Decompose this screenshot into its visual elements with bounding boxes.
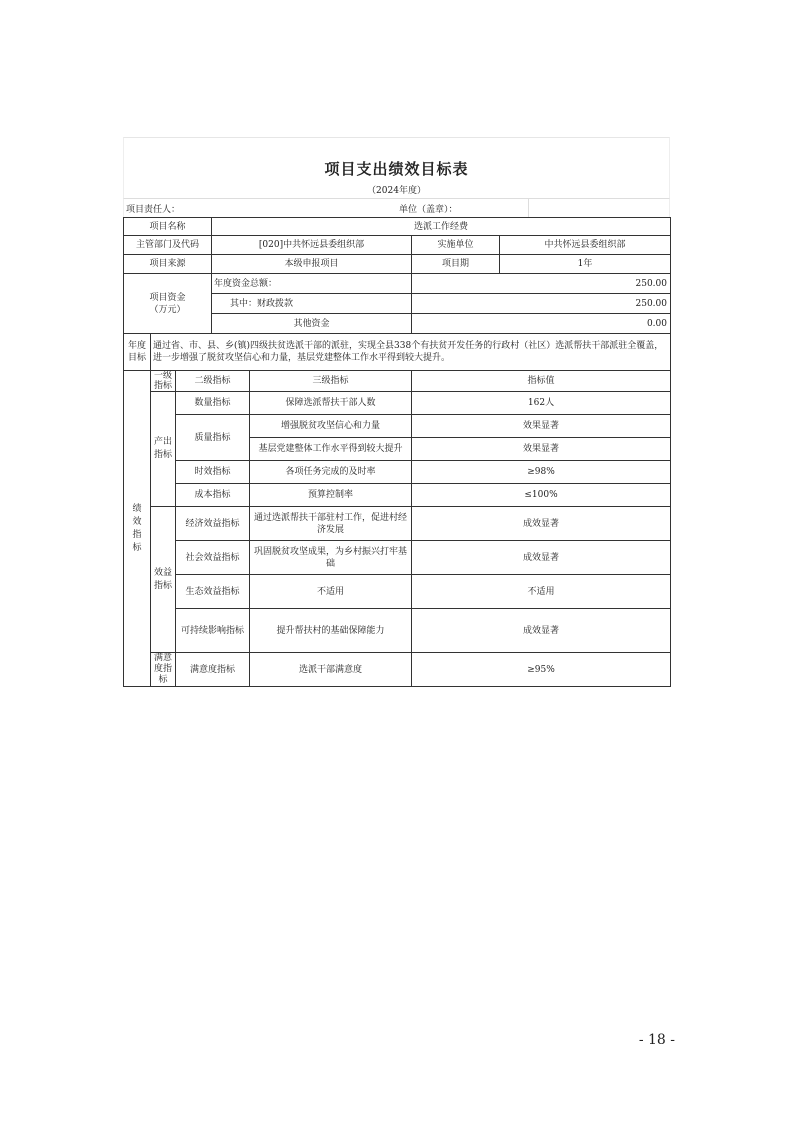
output-indicator-label: 产出 指标	[151, 392, 176, 507]
impl-label: 实施单位	[412, 236, 500, 255]
cost-l3: 预算控制率	[250, 484, 412, 507]
page-number: - 18 -	[638, 1032, 675, 1048]
row-project-name	[124, 218, 671, 236]
econ-l3: 通过选派帮扶干部驻村工作，促进村经济发展	[250, 507, 412, 541]
quality-value-2: 效果显著	[412, 438, 671, 461]
funds-label-line1: 项目资金	[149, 292, 186, 303]
quality-l3-1: 增强脱贫攻坚信心和力量	[250, 415, 412, 438]
responsible-label: 项目责任人：	[126, 205, 181, 215]
social-value: 成效显著	[412, 541, 671, 575]
info-table	[123, 217, 671, 274]
header-value: 指标值	[412, 371, 671, 392]
eco-value: 不适用	[412, 575, 671, 609]
row-annual-goal	[124, 334, 671, 371]
row-social	[124, 541, 671, 575]
unit-seal-label: 单位（盖章）：	[399, 205, 458, 215]
row-sustainability	[124, 609, 671, 653]
row-quantity	[124, 392, 671, 415]
row-quality-1	[124, 415, 671, 438]
funds-label	[124, 274, 212, 334]
responsible-divider	[528, 199, 529, 217]
total-funds-label: 年度资金总额：	[212, 274, 412, 294]
project-name-label: 项目名称	[124, 218, 212, 236]
row-satisfaction	[124, 653, 671, 687]
social-label: 社会效益指标	[176, 541, 250, 575]
indicator-table	[123, 370, 671, 687]
quantity-label: 数量指标	[176, 392, 250, 415]
satisfaction-value: ≥95%	[412, 653, 671, 687]
time-label: 时效指标	[176, 461, 250, 484]
quantity-l3: 保障选派帮扶干部人数	[250, 392, 412, 415]
goal-table	[123, 333, 671, 371]
annual-goal-text: 通过省、市、县、乡(镇)四级扶贫选派干部的派驻，实现全县338个有扶贫开发任务的行政村（社区）选派帮扶干部派驻全覆盖，进一步增强了脱贫攻坚信心和力量，基层党建整体工作水平得到较大提升。	[151, 334, 671, 371]
quantity-value: 162人	[412, 392, 671, 415]
satisfaction-indicator-label: 满意 度指 标	[151, 653, 176, 687]
fiscal-funds-label: 其中：财政拨款	[212, 294, 412, 314]
period-value: 1年	[500, 255, 671, 274]
funds-label-line2: （万元）	[149, 304, 186, 315]
satisfaction-label: 满意度指标	[176, 653, 250, 687]
title-spacer	[123, 137, 670, 154]
row-economic	[124, 507, 671, 541]
document-year: （2024年度）	[123, 184, 670, 198]
time-value: ≥98%	[412, 461, 671, 484]
quality-label: 质量指标	[176, 415, 250, 461]
source-label: 项目来源	[124, 255, 212, 274]
time-l3: 各项任务完成的及时率	[250, 461, 412, 484]
sustain-label: 可持续影响指标	[176, 609, 250, 653]
row-source	[124, 255, 671, 274]
performance-target-sheet	[123, 137, 670, 687]
annual-goal-label-line1: 年度	[127, 341, 146, 351]
header-level2: 二级指标	[176, 371, 250, 392]
social-l3: 巩固脱贫攻坚成果，为乡村振兴打牢基础	[250, 541, 412, 575]
econ-label: 经济效益指标	[176, 507, 250, 541]
eco-l3: 不适用	[250, 575, 412, 609]
cost-label: 成本指标	[176, 484, 250, 507]
row-cost	[124, 484, 671, 507]
header-level1: 一级 指标	[151, 371, 176, 392]
dept-value: [020]中共怀远县委组织部	[212, 236, 412, 255]
quality-value-1: 效果显著	[412, 415, 671, 438]
row-total-funds	[124, 274, 671, 294]
document-title: 项目支出绩效目标表	[123, 154, 670, 184]
responsible-row	[123, 198, 670, 217]
cost-value: ≤100%	[412, 484, 671, 507]
funds-table	[123, 273, 671, 334]
other-funds-label: 其他资金	[212, 314, 412, 334]
impl-value: 中共怀远县委组织部	[500, 236, 671, 255]
econ-value: 成效显著	[412, 507, 671, 541]
row-timeliness	[124, 461, 671, 484]
annual-goal-label	[124, 334, 151, 371]
perf-indicator-label: 绩 效 指 标	[124, 371, 151, 687]
annual-goal-label-line2: 目标	[127, 353, 146, 363]
benefit-indicator-label: 效益 指标	[151, 507, 176, 653]
eco-label: 生态效益指标	[176, 575, 250, 609]
other-funds-value: 0.00	[412, 314, 671, 334]
row-ecological	[124, 575, 671, 609]
sustain-l3: 提升帮扶村的基础保障能力	[250, 609, 412, 653]
total-funds-value: 250.00	[412, 274, 671, 294]
indicator-header-row	[124, 371, 671, 392]
satisfaction-l3: 选派干部满意度	[250, 653, 412, 687]
header-level3: 三级指标	[250, 371, 412, 392]
sustain-value: 成效显著	[412, 609, 671, 653]
fiscal-funds-value: 250.00	[412, 294, 671, 314]
period-label: 项目期	[412, 255, 500, 274]
dept-label: 主管部门及代码	[124, 236, 212, 255]
project-name-value: 选派工作经费	[212, 218, 671, 236]
quality-l3-2: 基层党建整体工作水平得到较大提升	[250, 438, 412, 461]
row-dept	[124, 236, 671, 255]
source-value: 本级申报项目	[212, 255, 412, 274]
